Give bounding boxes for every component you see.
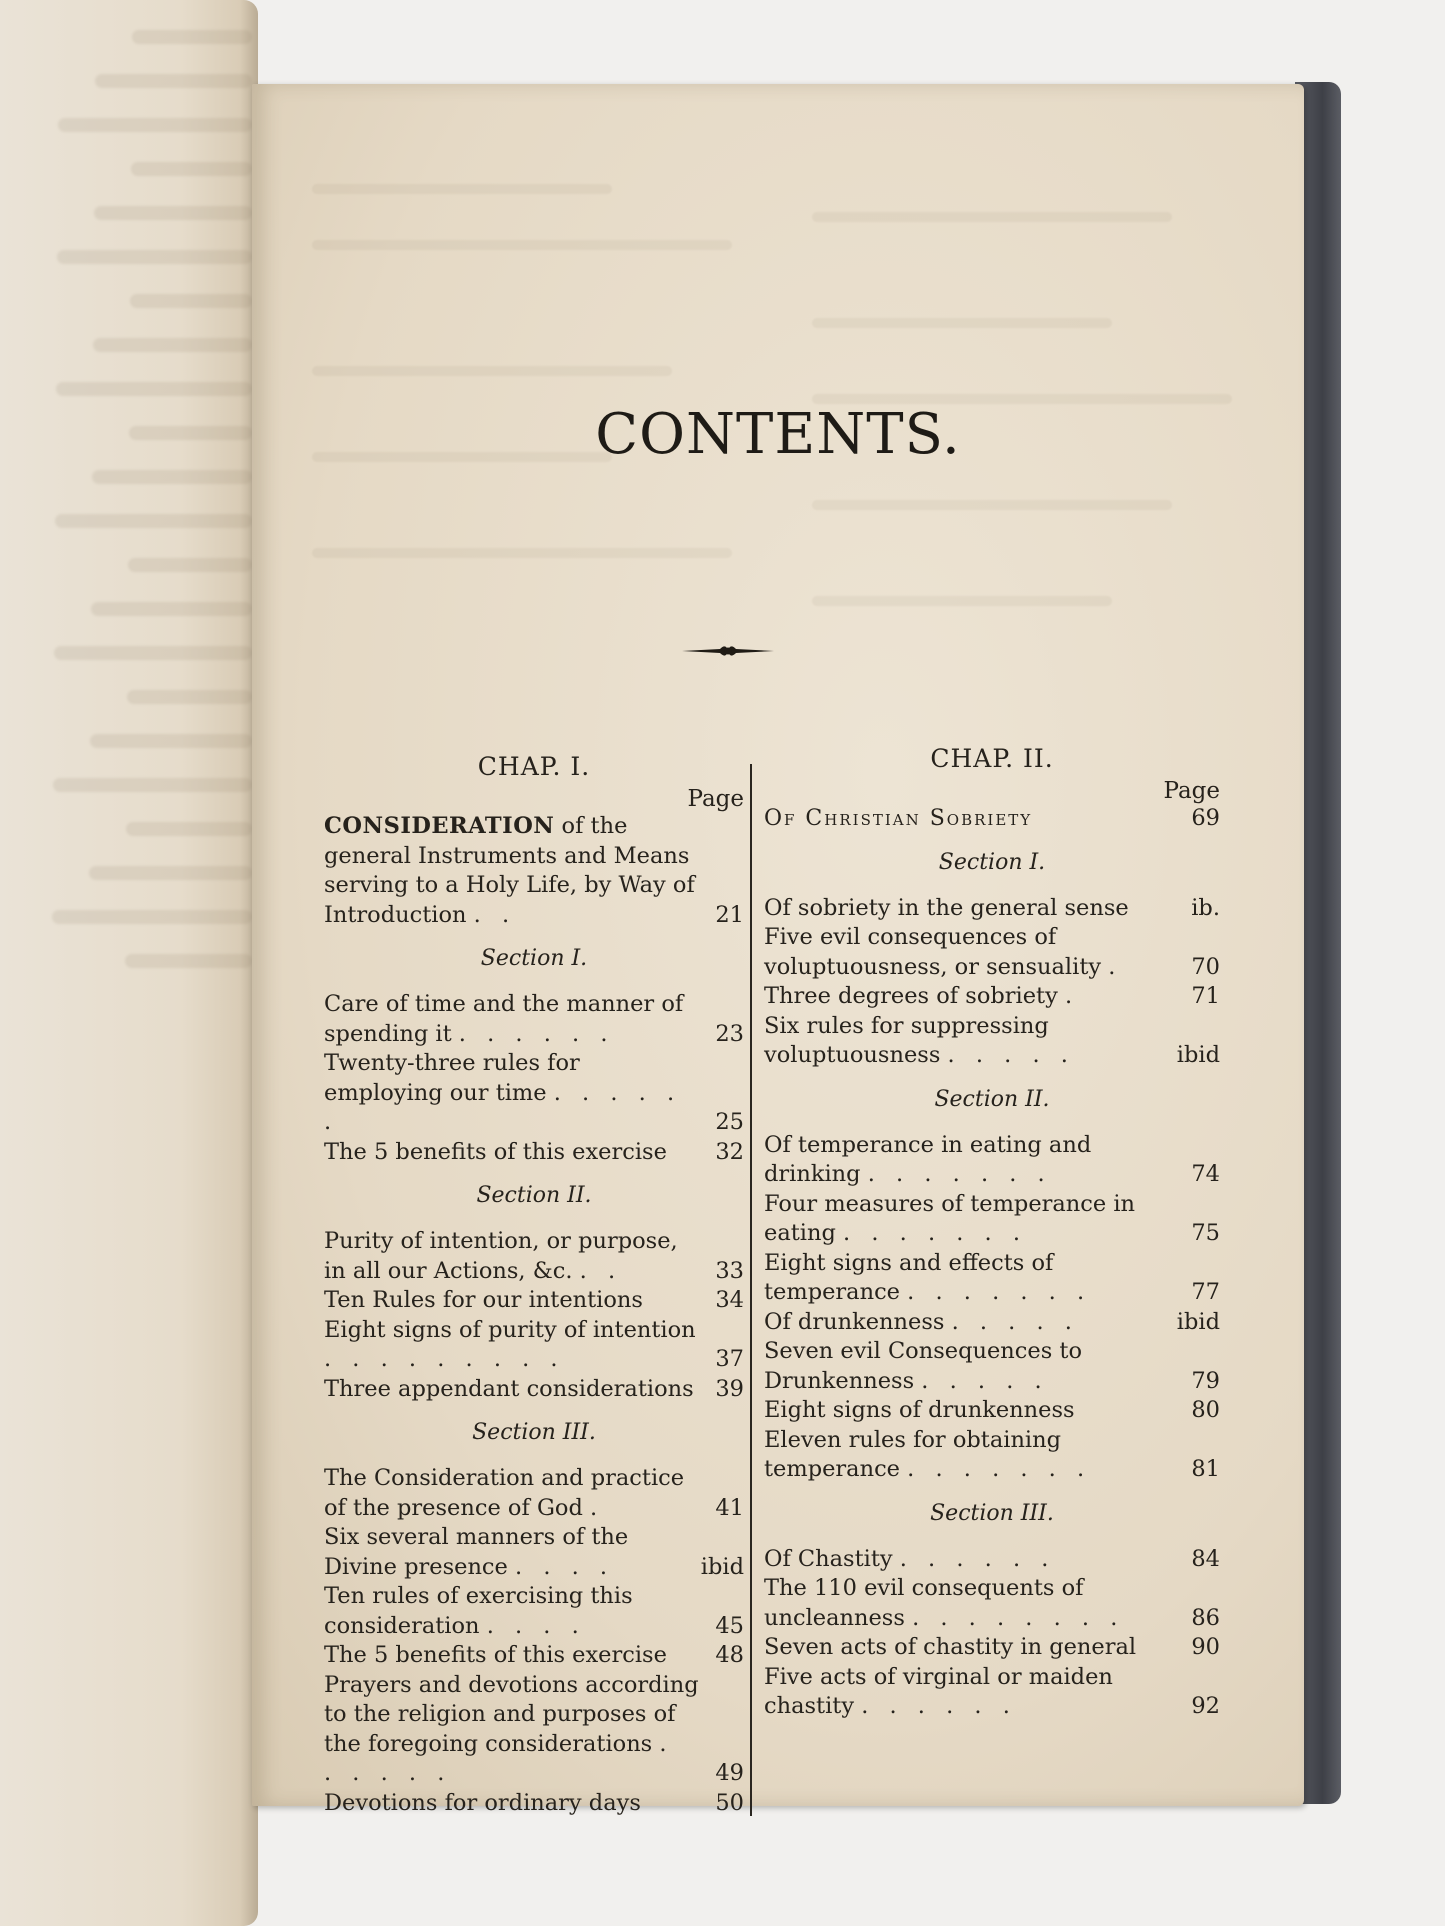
- chapter-heading: CHAP. II.: [930, 744, 1054, 773]
- facing-page-line: [94, 206, 252, 220]
- facing-page-line: [56, 382, 252, 396]
- page-number: 21: [715, 901, 744, 928]
- leader-dots: . . . . . . .: [843, 1220, 1028, 1246]
- entry-text: Devotions for ordinary days: [324, 1789, 641, 1816]
- page-number: 74: [1191, 1161, 1220, 1187]
- contents-entry: [764, 1190, 1220, 1249]
- page-number: 49: [715, 1760, 744, 1786]
- page-number: 75: [1191, 1220, 1220, 1246]
- contents-entry: [764, 1131, 1220, 1190]
- contents-entry: [764, 1663, 1220, 1722]
- facing-page-line: [57, 250, 252, 264]
- entry-text: The 5 benefits of this exercise: [324, 1138, 667, 1165]
- entry-text: Six several manners of the Divine presence: [324, 1524, 629, 1580]
- leader-dots: . .: [473, 901, 517, 928]
- contents-entry: [764, 1633, 1220, 1663]
- page-number: 70: [1191, 953, 1220, 980]
- contents-entry: [764, 894, 1220, 924]
- page-title: CONTENTS.: [595, 402, 961, 467]
- page-number: 69: [1191, 805, 1220, 831]
- entry-text: Eight signs of drunkenness: [764, 1397, 1075, 1423]
- entry-text: Five evil consequences of voluptuousness, or sensuality: [764, 924, 1102, 980]
- leader-dots: . . . . . . .: [907, 1456, 1092, 1482]
- intro-lead-word: CONSIDERATION: [324, 813, 555, 839]
- page-number: 41: [715, 1494, 744, 1521]
- page-number: 77: [1191, 1279, 1220, 1305]
- contents-entry: [324, 1789, 744, 1819]
- page-number: ibid: [700, 1553, 744, 1580]
- intro-entry: [324, 812, 744, 930]
- ornament-divider-icon: [680, 640, 776, 662]
- entry-text: Of Chastity: [764, 1545, 893, 1572]
- facing-page-line: [91, 602, 252, 616]
- facing-page-line: [93, 338, 252, 352]
- page-number: 84: [1191, 1545, 1220, 1572]
- facing-page-line: [92, 470, 252, 484]
- contents-entry: [764, 1308, 1220, 1338]
- leader-dots: . . . . . . .: [867, 1161, 1052, 1187]
- page-number: 25: [715, 1109, 744, 1135]
- entry-text: Six rules for suppressing voluptuousness: [764, 1012, 1049, 1068]
- facing-page-faded-text: [0, 0, 258, 1926]
- entry-text: Ten rules of exercising this consideration: [324, 1583, 633, 1639]
- contents-entry: [324, 1227, 744, 1286]
- leader-dots: . . . . .: [947, 1042, 1075, 1068]
- facing-page-left: [0, 0, 258, 1926]
- leader-dots: . . . .: [486, 1612, 586, 1639]
- leader-dots: . . . . .: [951, 1308, 1079, 1335]
- page-number: 23: [715, 1020, 744, 1047]
- show-through-line: [812, 212, 1172, 222]
- page-number: 90: [1191, 1634, 1220, 1660]
- page-number: 34: [715, 1287, 744, 1313]
- entry-text: Purity of intention, or purpose, in all our Actions, &c.: [324, 1228, 678, 1284]
- contents-entry: [324, 1316, 744, 1375]
- leader-dots: .: [590, 1494, 605, 1521]
- entry-text: Ten Rules for our intentions: [324, 1287, 643, 1313]
- leader-dots: . . . . . .: [458, 1020, 615, 1047]
- page-number: 71: [1191, 983, 1220, 1009]
- facing-page-line: [131, 162, 252, 176]
- contents-entry: [324, 1641, 744, 1671]
- leader-dots: . . . . . .: [861, 1693, 1017, 1719]
- facing-page-line: [54, 646, 252, 660]
- section-heading: Section I.: [480, 946, 588, 971]
- entry-text: The 5 benefits of this exercise: [324, 1642, 667, 1668]
- left-sections: [324, 946, 744, 1818]
- entry-text: Seven evil Consequences to Drunkenness: [764, 1338, 1082, 1394]
- facing-page-line: [129, 426, 252, 440]
- page-number: 50: [715, 1789, 744, 1816]
- contents-entry: [324, 990, 744, 1049]
- page-column-label: Page: [1163, 778, 1220, 804]
- facing-page-line: [130, 294, 252, 308]
- page-number: 39: [715, 1375, 744, 1402]
- contents-entry: [764, 1426, 1220, 1485]
- contents-entry: [324, 1582, 744, 1641]
- entry-text: Three appendant considerations: [324, 1375, 694, 1402]
- contents-entry: [764, 1545, 1220, 1575]
- facing-page-line: [89, 866, 252, 880]
- show-through-line: [312, 240, 732, 250]
- entry-text: Eight signs and effects of temperance: [764, 1249, 1054, 1305]
- leader-dots: .: [1108, 953, 1123, 980]
- contents-entry: [764, 1249, 1220, 1308]
- show-through-line: [312, 366, 672, 376]
- contents-entry: [764, 1337, 1220, 1396]
- section-heading: Section III.: [472, 1420, 596, 1445]
- page-number: 79: [1191, 1367, 1220, 1394]
- facing-page-line: [128, 558, 252, 572]
- right-sections: [764, 850, 1220, 1722]
- entry-text: Eleven rules for obtaining temperance: [764, 1426, 1062, 1482]
- facing-page-line: [95, 74, 252, 88]
- leader-dots: .: [1064, 983, 1080, 1009]
- contents-entry: [324, 1375, 744, 1405]
- facing-page-line: [90, 734, 252, 748]
- contents-entry: [324, 1671, 744, 1789]
- page-number: 48: [715, 1642, 744, 1668]
- contents-entry: [764, 982, 1220, 1012]
- facing-page-line: [53, 778, 252, 792]
- entry-text: Seven acts of chastity in general: [764, 1634, 1137, 1660]
- show-through-line: [812, 596, 1112, 606]
- page-number: 45: [715, 1612, 744, 1639]
- show-through-line: [312, 184, 612, 194]
- intro-text: of the general Instruments and Means serving to a Holy Life, by Way of Introduction: [324, 813, 695, 928]
- section-heading: Section III.: [930, 1500, 1054, 1526]
- leader-dots: . . . . . . . . .: [324, 1346, 565, 1372]
- contents-page: [252, 84, 1304, 1816]
- column-divider: [750, 764, 752, 1816]
- facing-page-line: [127, 690, 252, 704]
- page-number: 33: [715, 1257, 744, 1284]
- show-through-line: [312, 548, 732, 558]
- section-heading: Section II.: [476, 1183, 592, 1208]
- entry-text: Of sobriety in the general sense: [764, 894, 1129, 921]
- section-heading: Section I.: [938, 849, 1046, 875]
- entry-text: Three degrees of sobriety: [764, 983, 1058, 1009]
- leader-dots: . . . . . . . .: [912, 1604, 1125, 1631]
- entry-text: Five acts of virginal or maiden chastity: [764, 1663, 1113, 1719]
- chapter-subject-text: Of Christian Sobriety: [764, 806, 1033, 831]
- facing-page-line: [125, 954, 252, 968]
- entry-text: Of temperance in eating and drinking: [764, 1131, 1092, 1187]
- page-number: ib.: [1191, 894, 1220, 921]
- entry-text: Twenty-three rules for employing our time: [324, 1050, 580, 1106]
- facing-page-line: [126, 822, 252, 836]
- page-number: 37: [715, 1346, 744, 1372]
- facing-page-line: [132, 30, 252, 44]
- contents-entry: [324, 1138, 744, 1168]
- chapter-subject: [764, 804, 1220, 834]
- entry-text: Of drunkenness: [764, 1308, 945, 1335]
- entry-text: Eight signs of purity of intention: [324, 1316, 696, 1343]
- facing-page-line: [55, 514, 252, 528]
- page-number: 32: [715, 1138, 744, 1165]
- contents-column-left: [324, 752, 744, 1818]
- contents-entry: [324, 1523, 744, 1582]
- page-number: 81: [1191, 1456, 1220, 1482]
- leader-dots: . . . . . .: [324, 1730, 674, 1786]
- entry-text: The 110 evil consequents of uncleanness: [764, 1575, 1084, 1631]
- leader-dots: . . . . .: [921, 1367, 1049, 1394]
- show-through-line: [812, 318, 1112, 328]
- entry-text: The Consideration and practice of the presence of God: [324, 1465, 685, 1521]
- contents-column-right: [764, 744, 1220, 1722]
- page-number: 86: [1191, 1604, 1220, 1631]
- chapter-heading: CHAP. I.: [477, 752, 591, 781]
- leader-dots: . . . . . .: [324, 1079, 682, 1135]
- facing-page-line: [58, 118, 252, 132]
- page-number: ibid: [1176, 1042, 1220, 1068]
- leader-dots: . .: [579, 1257, 623, 1284]
- facing-page-line: [52, 910, 252, 924]
- page-number: 80: [1191, 1397, 1220, 1423]
- contents-entry: [764, 1574, 1220, 1633]
- leader-dots: . . . . . .: [899, 1545, 1056, 1572]
- show-through-line: [812, 500, 1172, 510]
- contents-entry: [764, 1012, 1220, 1071]
- leader-dots: . . . .: [515, 1553, 615, 1580]
- contents-entry: [764, 1396, 1220, 1426]
- contents-entry: [764, 923, 1220, 982]
- entry-text: Care of time and the manner of spending it: [324, 991, 684, 1047]
- page-number: ibid: [1176, 1308, 1220, 1335]
- leader-dots: . . . . . . .: [907, 1279, 1092, 1305]
- entry-text: Prayers and devotions according to the religion and purposes of the foregoing considerations: [324, 1671, 699, 1757]
- contents-entry: [324, 1464, 744, 1523]
- entry-text: Four measures of temperance in eating: [764, 1190, 1136, 1246]
- page-column-label: Page: [687, 786, 744, 812]
- section-heading: Section II.: [934, 1086, 1050, 1112]
- contents-entry: [324, 1286, 744, 1316]
- contents-entry: [324, 1049, 744, 1138]
- page-number: 92: [1191, 1693, 1220, 1719]
